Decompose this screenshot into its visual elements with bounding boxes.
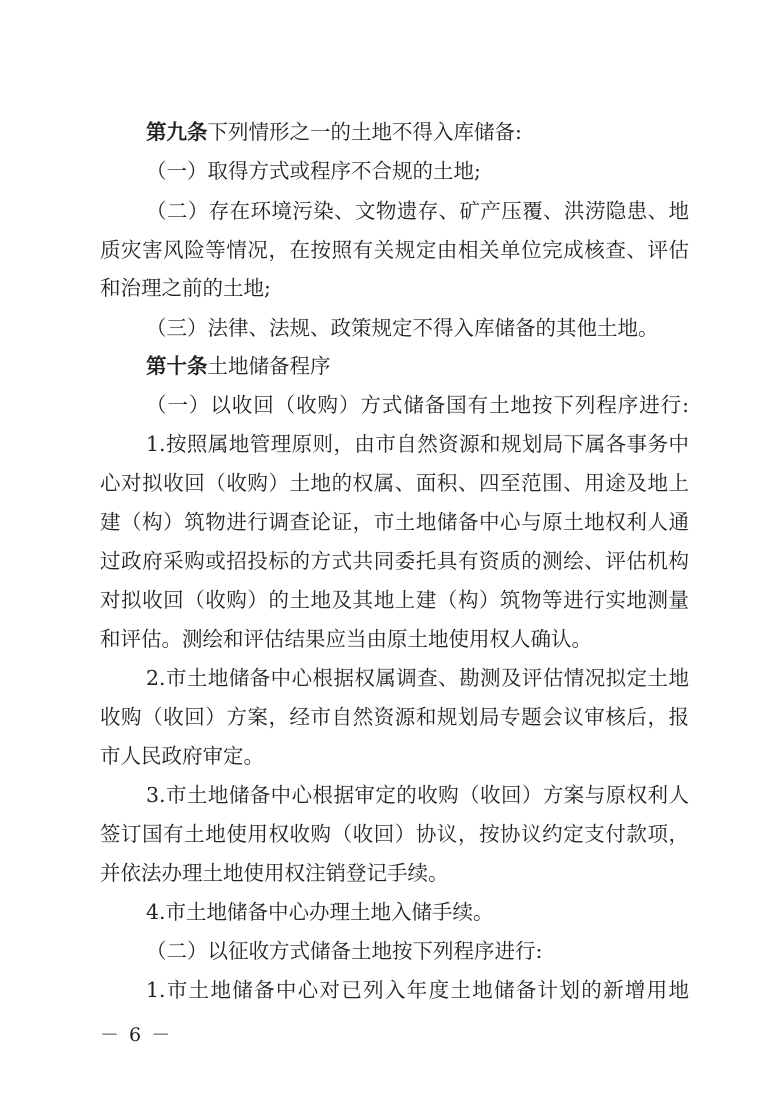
page-number: － 6 － <box>100 1024 173 1046</box>
article10-p1-line5: 对拟收回（收购）的土地及其地上建（构）筑物等进行实地测量 <box>100 588 689 612</box>
article10-heading: 第十条 <box>146 354 208 378</box>
article10-sub2: （二）以征收方式储备土地按下列程序进行: <box>146 939 543 963</box>
article9-heading: 第九条 <box>146 120 208 144</box>
article10-p4: 4.市土地储备中心办理土地入储手续。 <box>146 900 494 924</box>
article9-intro: 下列情形之一的土地不得入库储备: <box>207 120 522 144</box>
article10-p2-line1: 2.市土地储备中心根据权属调查、勘测及评估情况拟定土地 <box>146 666 689 690</box>
article10-p1-line2: 心对拟收回（收购）土地的权属、面积、四至范围、用途及地上 <box>100 471 689 495</box>
article9-item2-line2: 质灾害风险等情况，在按照有关规定由相关单位完成核查、评估 <box>100 238 689 262</box>
article10-title: 土地储备程序 <box>207 354 331 378</box>
article9-item1: （一）取得方式或程序不合规的土地; <box>146 159 481 183</box>
article10-p3-line3: 并依法办理土地使用权注销登记手续。 <box>100 861 449 885</box>
article9-item2-line3: 和治理之前的土地; <box>100 276 271 300</box>
article10-p1-line6: 和评估。测绘和评估结果应当由原土地使用权人确认。 <box>100 627 592 651</box>
article10-q1-line1: 1.市土地储备中心对已列入年度土地储备计划的新增用地 <box>146 978 689 1002</box>
article9-item2-line1: （二）存在环境污染、文物遗存、矿产压覆、洪涝隐患、地 <box>146 199 689 223</box>
article10-p1-line1: 1.按照属地管理原则，由市自然资源和规划局下属各事务中 <box>146 432 689 456</box>
article10-p3-line2: 签订国有土地使用权收购（收回）协议，按协议约定支付款项， <box>100 822 689 846</box>
article10-p3-line1: 3.市土地储备中心根据审定的收购（收回）方案与原权利人 <box>146 783 689 807</box>
article10-p1-line4: 过政府采购或招投标的方式共同委托具有资质的测绘、评估机构 <box>100 549 689 573</box>
article10-p1-line3: 建（构）筑物进行调查论证，市土地储备中心与原土地权利人通 <box>100 510 689 534</box>
article10-p2-line2: 收购（收回）方案，经市自然资源和规划局专题会议审核后，报 <box>100 705 689 729</box>
article10-first-line <box>146 346 666 386</box>
article9-first-line <box>146 112 666 152</box>
article9-item3: （三）法律、法规、政策规定不得入库储备的其他土地。 <box>146 316 659 340</box>
article10-p2-line3: 市人民政府审定。 <box>100 744 264 768</box>
article10-sub1: （一）以收回（收购）方式储备国有土地按下列程序进行: <box>146 393 689 417</box>
